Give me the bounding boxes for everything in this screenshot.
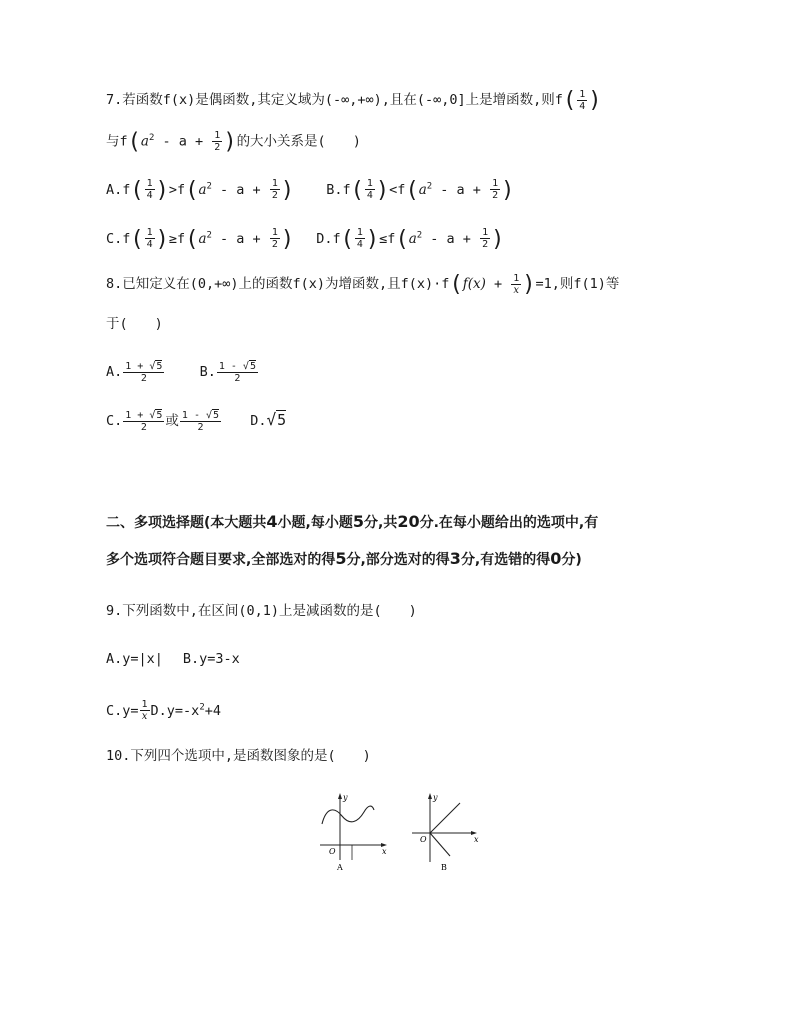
- q7-options-ab: [106, 172, 514, 205]
- q9-stem: 9.下列函数中,在区间(0,1)上是减函数的是( ): [106, 603, 417, 619]
- q8-option-c[interactable]: C. $\frac{1 + √5}{2}$ 或 $\frac{1 - √5}{2}$: [106, 409, 220, 433]
- graph-b-ray-down: [430, 833, 450, 856]
- section-2-header-line-2: 多个选项符合题目要求,全部选对的得5分,部分选对的得3分,有选错的得0分): [106, 549, 582, 568]
- graph-b-y-arrow: [428, 793, 432, 799]
- q8-option-d[interactable]: D.√5: [250, 410, 287, 429]
- q8-stem-line-1: 8.已知定义在(0,+∞)上的函数f(x)为增函数,且f(x)·f(f(x) + $\frac{1}{x}$ )=1,则f(1)等: [106, 272, 620, 297]
- q9-option-a[interactable]: A.y=|x|: [106, 651, 163, 667]
- fraction-quarter: $\frac{1}{4}$: [579, 88, 586, 112]
- q9-option-b[interactable]: B.y=3-x: [182, 651, 240, 667]
- q10-graph-a[interactable]: [312, 790, 392, 874]
- graph-b-origin-label: O: [420, 835, 427, 844]
- q7-stem-text: 7.若函数f(x)是偶函数,其定义域为(-∞,+∞),且在(-∞,0]上是增函数,则f: [106, 92, 563, 108]
- q10-stem: 10.下列四个选项中,是函数图象的是( ): [106, 748, 371, 764]
- q7-options-cd: [106, 221, 504, 254]
- q8-stem-line-2: 于( ): [106, 316, 163, 332]
- graph-a-y-arrow: [338, 793, 342, 799]
- graph-b-y-label: y: [433, 793, 438, 802]
- graph-a-y-label: y: [343, 793, 348, 802]
- graph-a-origin-label: O: [329, 847, 336, 856]
- q7-option-a[interactable]: A.f( $\frac{1}{4}$ )$>f(a^2 - a$ + $\frac{1}{2}$ ): [106, 177, 295, 203]
- q9-options-cd: [106, 693, 221, 725]
- graph-b-caption: B: [441, 863, 447, 872]
- q7-stem-line-1: 7.若函数f(x)是偶函数,其定义域为(-∞,+∞),且在(-∞,0]上是增函数,则f( $\frac{1}{4}$ ): [106, 88, 602, 113]
- section-2-header-line-1: 二、多项选择题(本大题共4小题,每小题5分,共20分.在每小题给出的选项中,有: [106, 512, 599, 531]
- graph-a-caption: A: [337, 863, 343, 872]
- q7-stem-line-2: 与$f(a^2$ - a + $\frac{1}{2}$ )的大小关系是( ): [106, 129, 361, 155]
- q8-option-a[interactable]: A. $\frac{1 + √5}{2}$: [106, 360, 163, 384]
- q7-stem-end: 的大小关系是( ): [236, 133, 361, 150]
- q9-option-c[interactable]: C.y= $\frac{1}{x}$: [106, 699, 148, 722]
- q8-option-b[interactable]: B. $\frac{1 - √5}{2}$: [199, 360, 256, 384]
- q8-options-ab: [106, 358, 259, 386]
- graph-b-x-label: x: [474, 835, 479, 844]
- graph-a-x-label: x: [382, 847, 387, 856]
- q9-option-d[interactable]: $D.y=-x^2+4$: [150, 702, 222, 719]
- q9-options-ab: [106, 645, 240, 673]
- q8-options-cd: [106, 406, 286, 435]
- q7-option-c[interactable]: C.f( $\frac{1}{4}$ )$\ge f(a^2 - a$ + $\frac{1}{2}$ ): [106, 226, 295, 252]
- graph-b-ray-up: [430, 803, 460, 833]
- q10-graph-b[interactable]: [408, 790, 488, 874]
- graph-a-curve: [322, 806, 374, 824]
- q7-option-b[interactable]: B.f( $\frac{1}{4}$ )$<f(a^2 - a$ + $\frac{1}{2}$ ): [326, 177, 515, 203]
- q7-option-d[interactable]: D.f( $\frac{1}{4}$ )$\le f(a^2 - a$ + $\frac{1}{2}$ ): [316, 226, 505, 252]
